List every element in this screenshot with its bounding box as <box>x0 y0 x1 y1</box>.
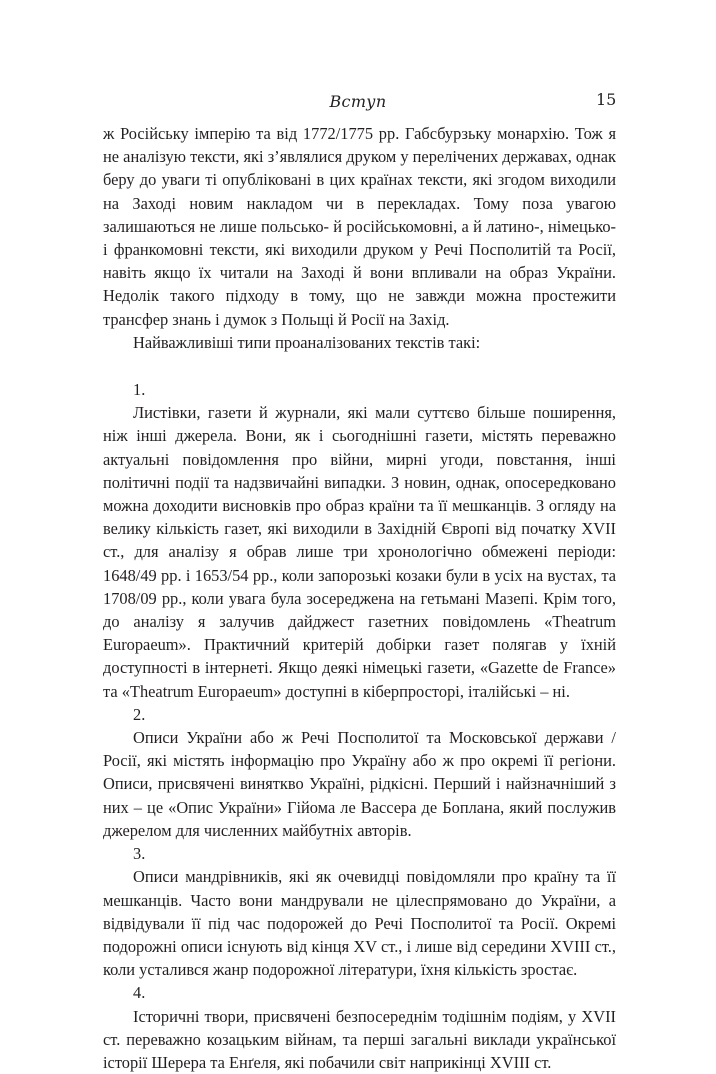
list-item-number: 3. <box>133 844 146 864</box>
paragraph-continued: ж Російську імперію та від 1772/1775 рр. Габсбурзьку монархію. Тож я не аналізую тексти, які з’являлися друком у перелічених державах, однак беру до уваги ті опубліковані в цих країнах тексти, які згодом виходили на Заході новим накладом чи в перекладах. Тому поза увагою залишаються не лише польсько- й російськомовні, а й латино-, німецько- і франкомовні тексти, які виходили друком у Речі Посполитій та Росії, навіть якщо їх читали на Заході й вони впливали на образ України. Недолік такого підходу в тому, що не завжди можна простежити трансфер знань і думок з Польщі й Росії на Захід. <box>103 124 616 329</box>
list-item-text: Листівки, газети й журнали, які мали суттєво більше поширення, ніж інші джерела. Вони, як і сьогоднішні газети, містять переважно актуальні повідомлення про війни, мирні угоди, повстання, інші політичні події та надзвичайні випадки. З новин, однак, опосередковано можна доходити висновків про образ країни та її мешканців. З огляду на велику кількість газет, які виходили в Західній Європі від початку XVII ст., для аналізу я обрав лише три хронологічно обмежені періоди: 1648/49 рр. і 1653/54 рр., коли запорозькі козаки були в усіх на вустах, та 1708/09 рр., коли увага була зосереджена на гетьмані Мазепі. Крім того, до аналізу я залучив дайджест газетних повідомлень «Theatrum Europaeum». Практичний критерій добірки газет полягав у їхній доступності в інтернеті. Якщо деякі німецькі газети, «Gazette de France» та «Theatrum Europaeum» доступні в кіберпросторі, італійські – ні. <box>103 403 616 701</box>
list-item-number: 4. <box>133 983 146 1003</box>
list-item-text: Описи мандрівників, які як очевидці повідомляли про країну та її мешканців. Часто вони мандрували не цілеспрямовано до України, а відвідували її під час подорожей до Речі Посполитої та Росії. Окремі подорожні описи існують від кінця XV ст., і лише від середини XVIII ст., коли усталився жанр подорожної літератури, їхня кількість зростає. <box>103 867 616 980</box>
list-item-number: 1. <box>133 380 146 400</box>
page-number: 15 <box>596 90 617 109</box>
list-item-text: Історичні твори, присвячені безпосереднім тодішнім подіям, у XVII ст. переважно козацьким війнам, та перші загальні виклади української історії Шерера та Енґеля, які побачили світ наприкінці XVIII ст. <box>103 1006 616 1072</box>
list-item-number: 2. <box>133 704 146 724</box>
page-body <box>103 122 616 1074</box>
paragraph-list-intro: Найважливіші типи проаналізованих текстів такі: <box>133 332 481 352</box>
spacer <box>103 354 616 378</box>
running-title: Вступ <box>329 92 387 111</box>
list-item-text: Описи України або ж Речі Посполитої та Московської держави / Росії, які містять інформацію про Україну або ж про окремі її регіони. Описи, присвячені виняткво Україні, рідкісні. Перший і найзначніший з них – це «Опис України» Гійома ле Вассера де Боплана, який послужив джерелом для численних майбутніх авторів. <box>103 728 616 840</box>
